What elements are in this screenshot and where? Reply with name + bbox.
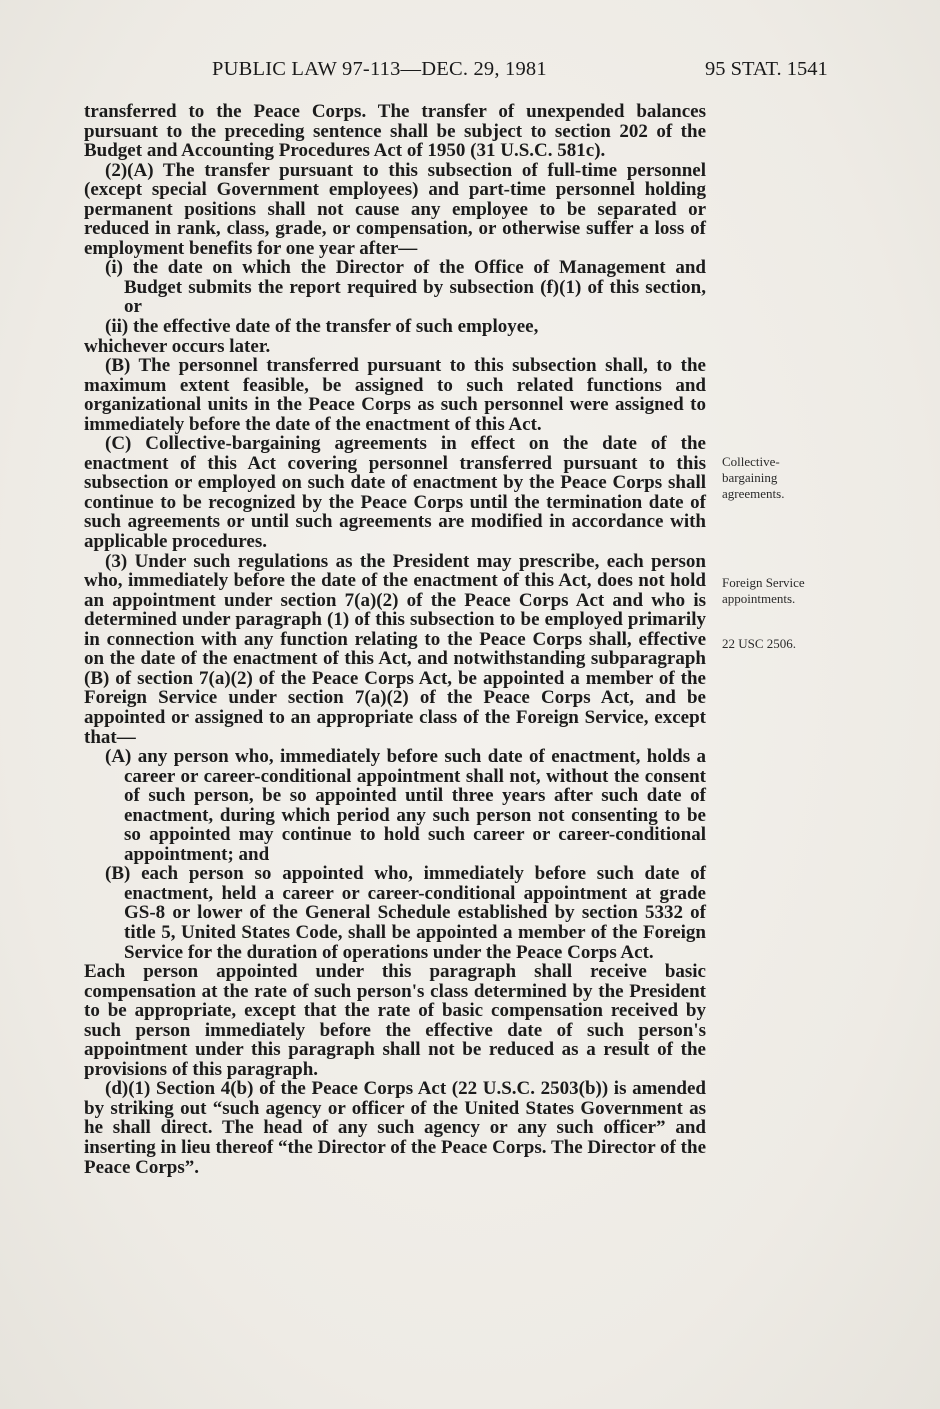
paragraph-basic-compensation: Each person appointed under this paragraph shall receive basic compensation at the rate of such person's class determined by the President to be appropriate, except that the rate of basic compensation received by such person immediately before the effective date of such person's appointment under this paragraph shall not be reduced as a result of the provisions of this paragraph. — [84, 961, 706, 1080]
whichever-later: whichever occurs later. — [84, 335, 271, 357]
paragraph-transfer-balances: transferred to the Peace Corps. The transfer of unexpended balances pursuant to the preceding sentence shall be subject to section 202 of the Budget and Accounting Procedures Act of 1950 (31 U.S.C. 581c). — [84, 101, 706, 162]
statute-page-number: 95 STAT. 1541 — [705, 58, 828, 80]
margin-note-line: Foreign Service — [722, 575, 805, 590]
running-head-title: PUBLIC LAW 97-113—DEC. 29, 1981 — [212, 58, 547, 80]
margin-note-line: Collective- — [722, 454, 780, 469]
clause-i: (i) the date on which the Director of the Office of Management and Budget submits the report required by subsection (f)(1) of this section, or — [105, 257, 706, 318]
paragraph-2c: (C) Collective-bargaining agreements in effect on the date of the enactment of this Act covering personnel transferred pursuant to this subsection or employed on such date of enactment by the Peace Corps shall continue to be recognized by the Peace Corps until the termination date of such agreements or until such agreements are modified in accordance with applicable procedures. — [84, 433, 706, 553]
margin-note-collective-bargaining — [722, 454, 784, 502]
paragraph-2a: (2)(A) The transfer pursuant to this subsection of full-time personnel (except special Government employees) and part-time personnel holding permanent positions shall not cause any employee to be separated or reduced in rank, class, grade, or compensation, or otherwise suffer a loss of employment benefits for one year after— — [84, 159, 706, 259]
paragraph-2b: (B) The personnel transferred pursuant to this subsection shall, to the maximum extent feasible, be assigned to such related functions and organizational units in the Peace Corps as such personnel were assigned to immediately before the date of the enactment of this Act. — [84, 355, 706, 435]
margin-note-usc-citation — [722, 636, 796, 652]
margin-note-line: appointments. — [722, 591, 796, 606]
subparagraph-3b: (B) each person so appointed who, immediately before such date of enactment, held a career or career-conditional appointment at grade GS-8 or lower of the General Schedule established by section 5332 of title 5, United States Code, shall be appointed a member of the Foreign Service for the duration of operations under the Peace Corps Act. — [105, 863, 706, 963]
margin-note-line: bargaining — [722, 470, 778, 485]
clause-ii: (ii) the effective date of the transfer of such employee, — [105, 316, 539, 338]
paragraph-d1: (d)(1) Section 4(b) of the Peace Corps Act (22 U.S.C. 2503(b)) is amended by striking out “such agency or officer of the United States Government as he shall direct. The head of any such agency or any such officer” and inserting in lieu thereof “the Director of the Peace Corps. The Director of the Peace Corps”. — [84, 1078, 706, 1178]
paragraph-3: (3) Under such regulations as the President may prescribe, each person who, immediately before the date of the enactment of this Act, does not hold an appointment under section 7(a)(2) of the Peace Corps Act and who is determined under paragraph (1) of this subsection to be employed primarily in connection with any function relating to the Peace Corps shall, effective on the date of the enactment of this Act, and notwithstanding subparagraph (B) of section 7(a)(2) of the Peace Corps Act, be appointed a member of the Foreign Service under section 7(a)(2) of the Peace Corps Act, and be appointed or assigned to an appropriate class of the Foreign Service, except that— — [84, 550, 706, 748]
statute-body — [84, 102, 706, 1177]
page-header — [0, 58, 940, 88]
margin-note-foreign-service — [722, 575, 805, 607]
margin-note-line: 22 USC 2506. — [722, 636, 797, 651]
margin-note-line: agreements. — [722, 486, 785, 501]
subparagraph-3a: (A) any person who, immediately before such date of enactment, holds a career or career-conditional appointment shall not, without the consent of such person, be so appointed until three years after such date of enactment, during which period any such person not consenting to be so appointed may continue to hold such career or career-conditional appointment; and — [105, 746, 706, 865]
